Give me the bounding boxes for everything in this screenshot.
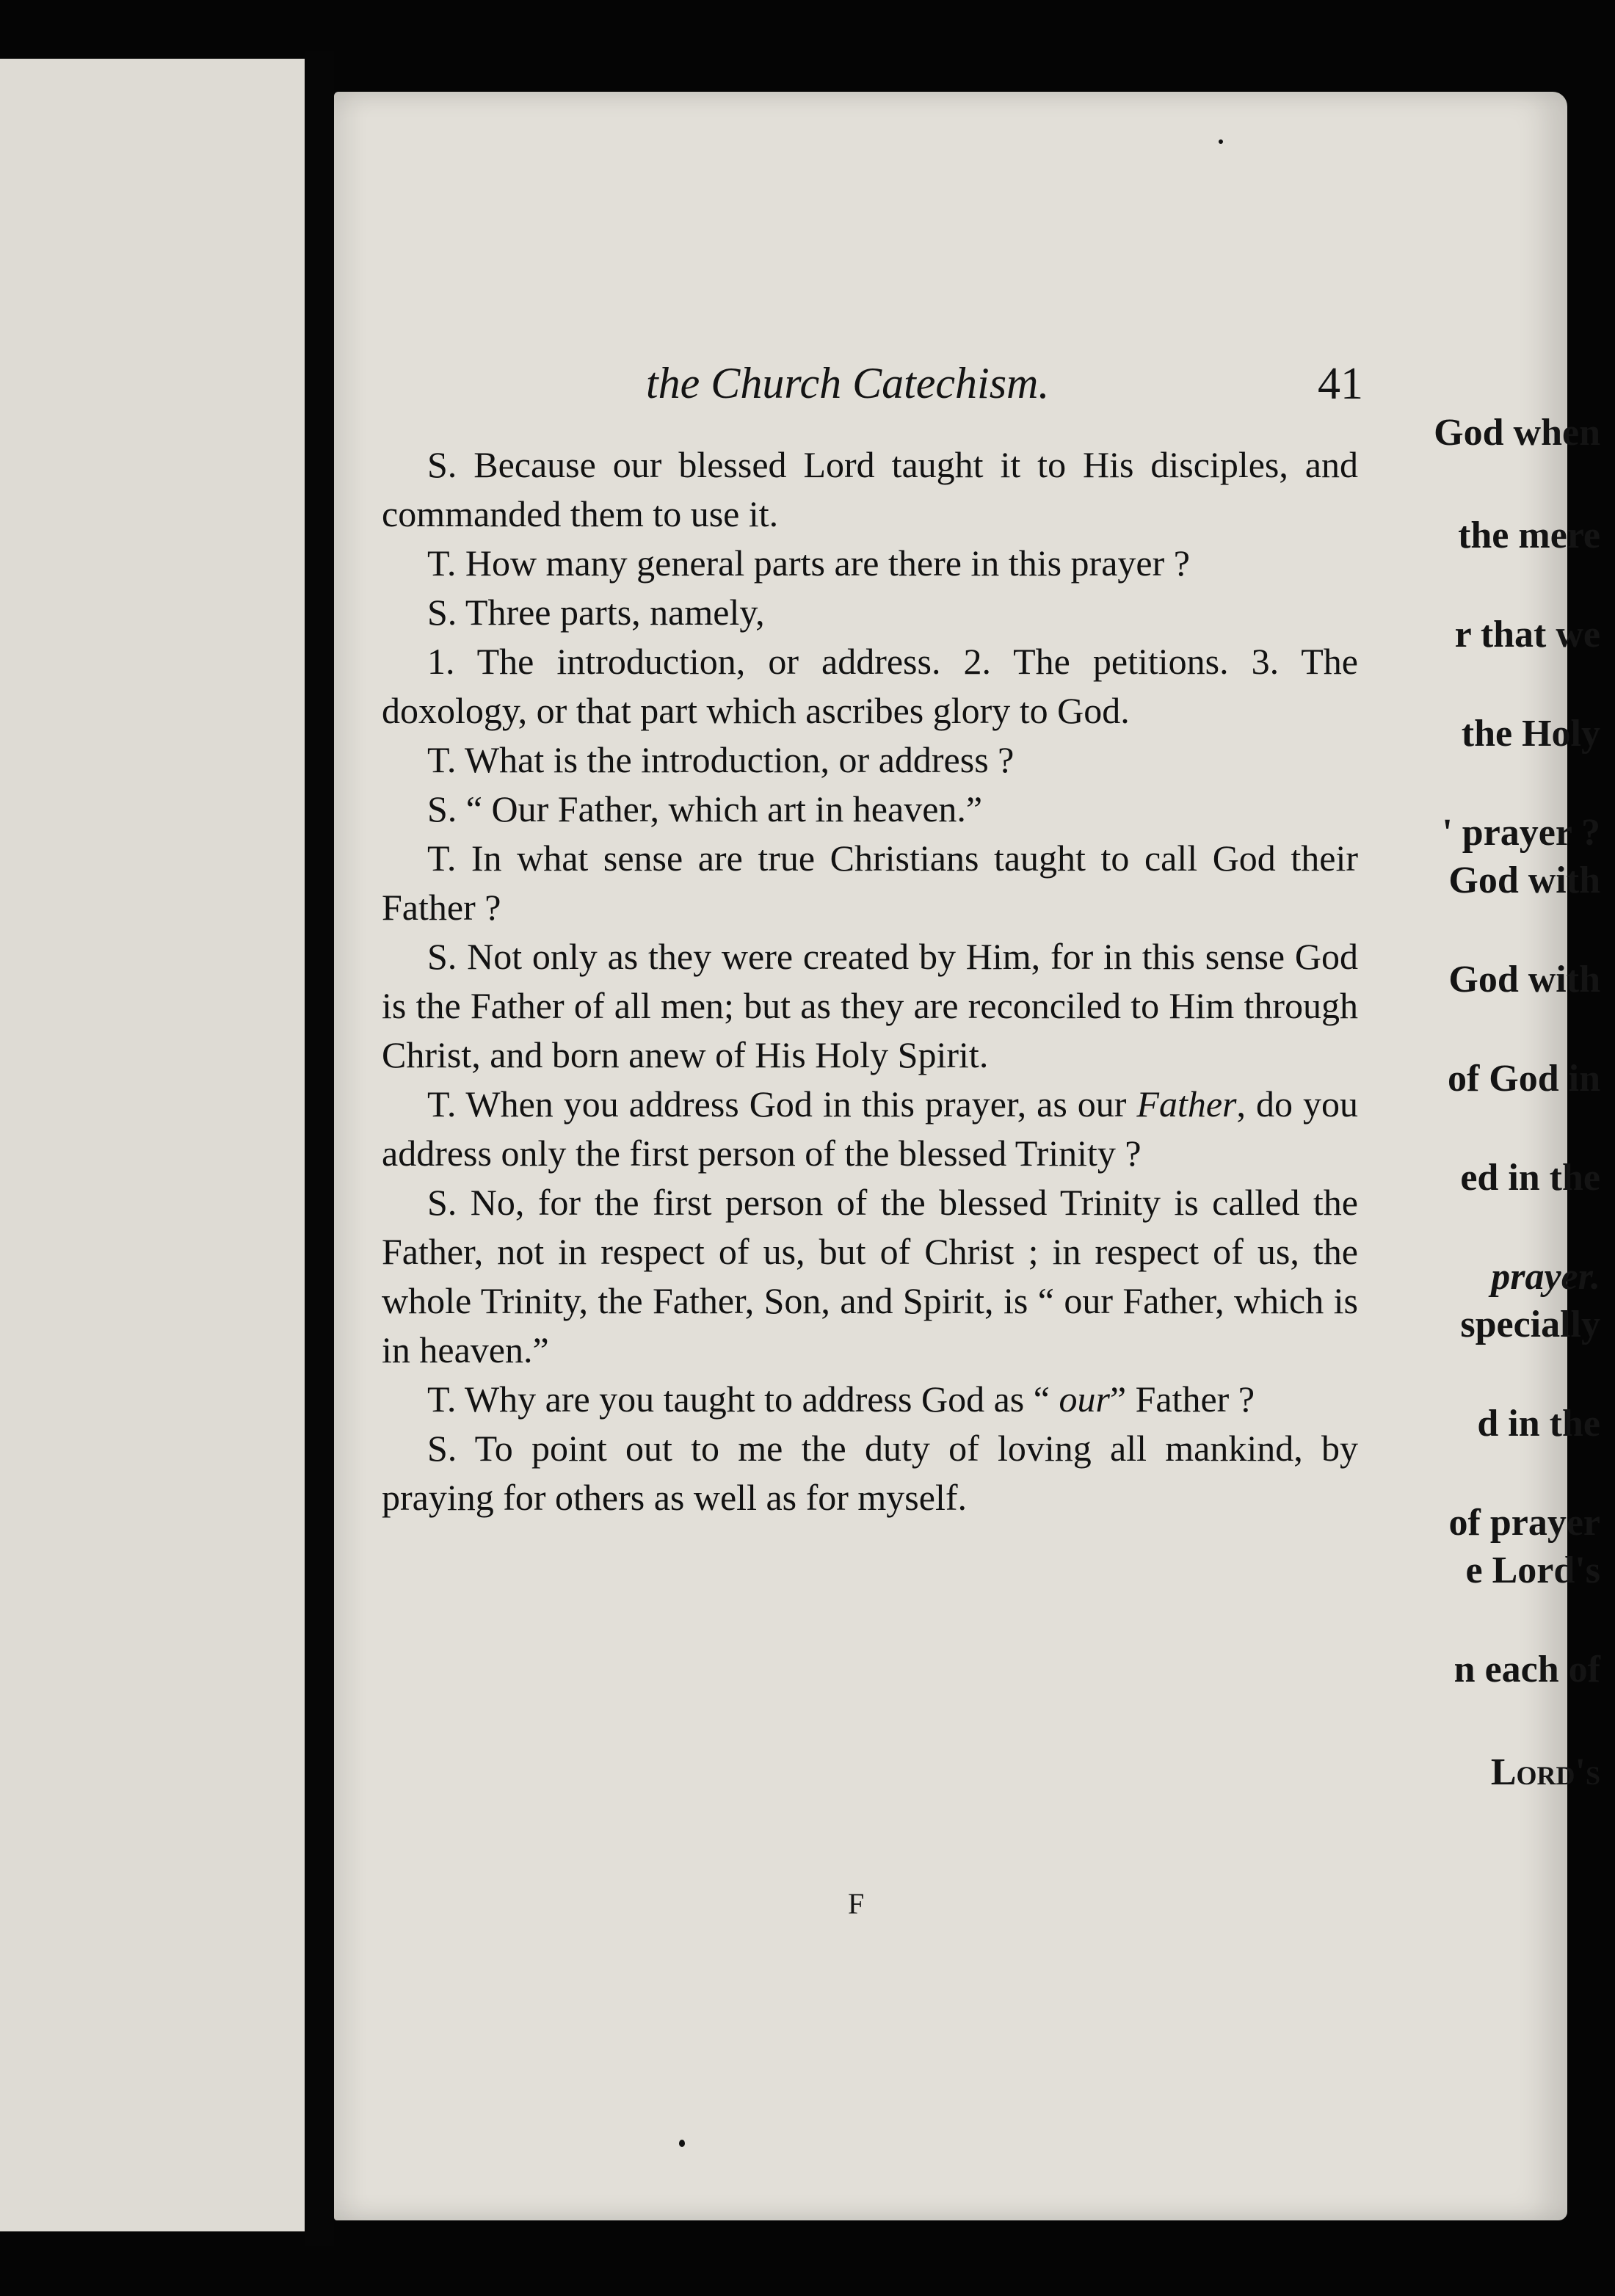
- paragraph-text: T. When you address God in this prayer, as our: [427, 1083, 1137, 1125]
- catechism-paragraph: [382, 539, 1358, 588]
- left-page-line: God when: [1434, 412, 1600, 454]
- paragraph-text: T. What is the introduction, or address ?: [427, 739, 1015, 780]
- italic-text: our: [1059, 1378, 1110, 1420]
- catechism-paragraph: [382, 785, 1358, 834]
- paragraph-text: T. How many general parts are there in this prayer ?: [427, 542, 1190, 584]
- left-page-line: prayer.: [1491, 1256, 1600, 1298]
- running-title: the Church Catechism.: [646, 359, 1050, 407]
- paragraph-text: T. In what sense are true Christians taught to call God their Father ?: [382, 838, 1358, 928]
- left-page-line: God with: [1448, 959, 1600, 1000]
- left-page-line: d in the: [1477, 1403, 1600, 1445]
- left-page-line: n each of: [1454, 1649, 1600, 1690]
- left-page-line: Lord's: [1490, 1751, 1600, 1793]
- catechism-body-text: [382, 440, 1358, 1522]
- catechism-paragraph: [382, 1375, 1358, 1424]
- left-page-line: ed in the: [1460, 1157, 1600, 1199]
- left-page-line: r that we: [1454, 614, 1600, 655]
- catechism-paragraph: [382, 932, 1358, 1080]
- page-number: 41: [1318, 359, 1363, 409]
- paragraph-text: S. Not only as they were created by Him, for in this sense God is the Father of all men; but as they are reconciled to Him through Christ, and born anew of His Holy Spirit.: [382, 936, 1358, 1075]
- paragraph-text: S. “ Our Father, which art in heaven.”: [427, 788, 983, 829]
- left-page-line: e Lord's: [1465, 1550, 1600, 1591]
- ink-speck: [1219, 139, 1223, 144]
- left-page-line: God with: [1448, 860, 1600, 901]
- paragraph-text: ” Father ?: [1109, 1378, 1255, 1420]
- paragraph-text: S. No, for the first person of the blessed Trinity is called the Father, not in respect of us, but of Christ ; in respect of us, the whole Trinity, the Father, Son, and Spirit, is “ our Father, which is in heaven.”: [382, 1182, 1358, 1370]
- previous-page-fragment: [0, 59, 309, 2231]
- paragraph-text: S. Because our blessed Lord taught it to His disciples, and commanded them to use it.: [382, 444, 1358, 534]
- catechism-paragraph: [382, 1178, 1358, 1375]
- left-page-line: ' prayer ?: [1442, 812, 1600, 854]
- left-page-line: the mere: [1458, 515, 1600, 556]
- left-page-line: the Holy: [1461, 713, 1600, 755]
- paragraph-text: S. To point out to me the duty of loving all mankind, by praying for others as well as for myself.: [382, 1428, 1358, 1518]
- catechism-paragraph: [382, 834, 1358, 932]
- catechism-paragraph: [382, 440, 1358, 539]
- left-page-line: of prayer: [1448, 1502, 1600, 1544]
- italic-text: Father: [1136, 1083, 1237, 1125]
- paragraph-text: S. Three parts, namely,: [427, 592, 765, 633]
- catechism-paragraph: [382, 1080, 1358, 1178]
- left-page-line: of God in: [1447, 1058, 1600, 1100]
- ink-speck: [679, 2140, 685, 2147]
- catechism-paragraph: [382, 1424, 1358, 1522]
- catechism-paragraph: [382, 588, 1358, 637]
- catechism-paragraph: [382, 735, 1358, 785]
- book-gutter: [305, 51, 334, 2246]
- signature-mark: F: [848, 1887, 865, 1920]
- catechism-paragraph: [382, 637, 1358, 735]
- paragraph-text: T. Why are you taught to address God as “: [427, 1378, 1059, 1420]
- paragraph-text: 1. The introduction, or address. 2. The petitions. 3. The doxology, or that part which ascribes glory to God.: [382, 641, 1358, 731]
- paragraph-text: , do you address only the first person of the blessed Trinity ?: [382, 1083, 1358, 1174]
- left-page-line: specially: [1460, 1304, 1600, 1345]
